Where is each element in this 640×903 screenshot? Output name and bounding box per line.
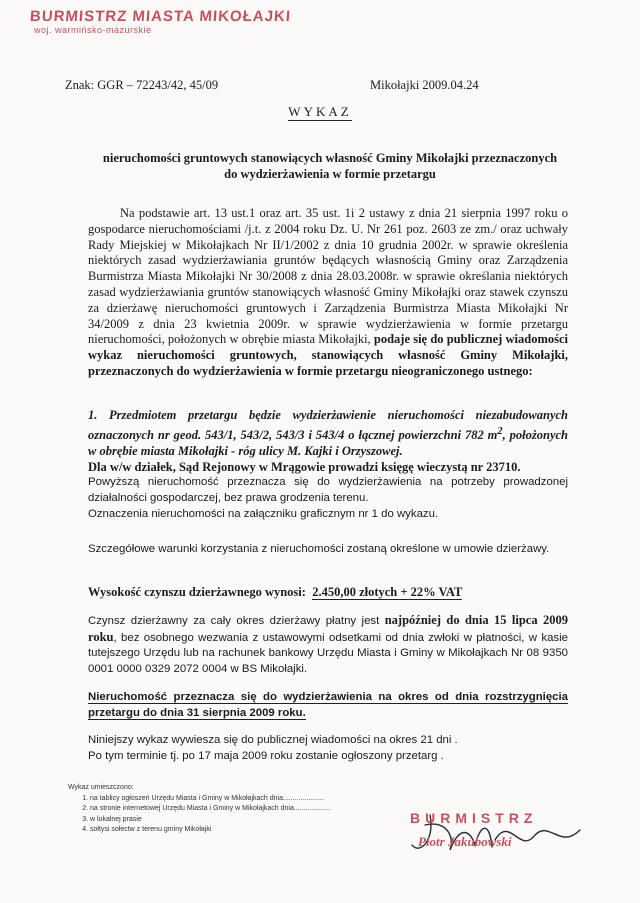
- document-subtitle: nieruchomości gruntowych stanowiących własność Gminy Mikołajki przeznaczonych do wydzierżawienia w formie przetargu: [102, 151, 558, 181]
- stamp-name: Piotr Jakubowski: [418, 834, 512, 849]
- purpose-note: Powyższą nieruchomość przeznacza się do wydzierżawienia na potrzeby prowadzonej działalności gospodarczej, bez prawa grodzenia terenu.: [88, 476, 568, 504]
- stamp-line-2: woj. warmińsko-mazurskie: [34, 25, 152, 35]
- office-stamp-top: [30, 8, 291, 35]
- list-item: 4. sołtysi sołectw z terenu gminy Mikołajki: [90, 825, 331, 836]
- posting-notice: Niniejszy wykaz wywiesza się do publicznej wiadomości na okres 21 dni . Po tym terminie tj. po 17 maja 2009 roku zostanie ogłoszony przetarg .: [88, 734, 458, 762]
- stamp-line-1: BURMISTRZ MIASTA MIKOŁAJKI: [29, 8, 292, 25]
- rent-amount: 2.450,00 złotych + 22% VAT: [312, 585, 463, 599]
- conditions-paragraph: Szczegółowe warunki korzystania z nieruchomości zostaną określone w umowie dzierżawy.: [88, 543, 550, 555]
- land-register-note: Dla w/w działek, Sąd Rejonowy w Mrągowie prowadzi księgę wieczystą nr 23710.: [88, 459, 521, 474]
- intro-paragraph: Na podstawie art. 13 ust.1 oraz art. 35 ust. 1i 2 ustawy z dnia 21 sierpnia 1997 roku o gospodarce nieruchomościami /j.t. z 2004 roku Dz. U. Nr 261 poz. 2603 ze zm./ oraz uchwały Rady Miejskiej w Mikołajkach Nr II/1/2002 z dnia 10 grudnia 2002r. w sprawie określenia niektórych zasad wydzierżawiania gruntów będących własnością Gminy oraz Zarządzenia Burmistrza Miasta Mikołajki Nr 30/2008 z dnia 28.03.2008r. w sprawie określania niektórych zasad wydzierżawiania gruntów stanowiących własność Gminy Mikołajki oraz stawek czynszu za dzierżawę nieruchomości gruntowych i Zarządzenia Burmistrza Miasta Mikołajki Nr 34/2009 z dnia 23 kwietnia 2009r. w sprawie wydzierżawienia w formie przetargu nieruchomości, położonych w obrębie miasta Mikołajki, podaje się do publicznej wiadomości wykaz nieruchomości gruntowych, stanowiących własność Gminy Mikołajki, przeznaczonych do wydzierżawienia w formie przetargu nieograniczonego ustnego:: [88, 206, 569, 378]
- posting-list-heading: Wykaz umieszczono:: [68, 784, 134, 791]
- reference-number: Znak: GGR – 72243/42, 45/09: [65, 78, 219, 92]
- item-1-subject: 1. Przedmiotem przetargu będzie wydzierżawienie nieruchomości niezabudowanych oznaczonych nr geod. 543/1, 543/2, 543/3 i 543/4 o łącznej powierzchni 782 $m^2$, położonych w obrębie miasta Mikołajki - róg ulicy M. Kajki i Orzyszowej.: [88, 408, 568, 458]
- stamp-title: BURMISTRZ: [410, 810, 538, 826]
- posting-list: [68, 783, 331, 836]
- list-item: 3. w lokalnej prasie: [90, 815, 331, 826]
- payment-paragraph: Czynsz dzierżawny za cały okres dzierżawy płatny jest najpóźniej do dnia 15 lipca 2009 roku, bez osobnego wezwania z ustawowymi odsetkami od dnia zwłoki w płatności, w kasie tutejszego Urzędu lub na rachunek bankowy Urzędu Miasta i Gminy w Mikołajkach Nr 08 9350 0001 0000 0329 2072 0004 w BS Mikołajki.: [88, 613, 568, 675]
- place-date: Mikołajki 2009.04.24: [370, 78, 479, 92]
- lease-period-paragraph: Nieruchomość przeznacza się do wydzierżawienia na okres od dnia rozstrzygnięcia przetargu do dnia 31 sierpnia 2009 roku.: [88, 691, 568, 719]
- intro-bold-text: podaje się do publicznej wiadomości wykaz nieruchomości gruntowych, stanowiących własność Gminy Mikołajki, przeznaczonych do wydzierżawienia w formie przetargu nieograniczonego ustnego:: [88, 332, 569, 378]
- list-item: 2. na stronie internetowej Urzędu Miasta i Gminy w Mikołajkach dnia...................: [90, 804, 331, 815]
- rent-amount-line: Wysokość czynszu dzierżawnego wynosi: 2.450,00 złotych + 22% VAT: [88, 585, 463, 599]
- mayor-stamp: [410, 810, 537, 850]
- item-1-section: [88, 408, 568, 522]
- document-title: WYKAZ: [288, 104, 352, 119]
- attachment-note: Oznaczenia nieruchomości na załączniku graficznym nr 1 do wykazu.: [88, 507, 439, 520]
- list-item: 1. na tablicy ogłoszeń Urzędu Miasta i Gminy w Mikołajkach dnia.....................: [90, 794, 331, 805]
